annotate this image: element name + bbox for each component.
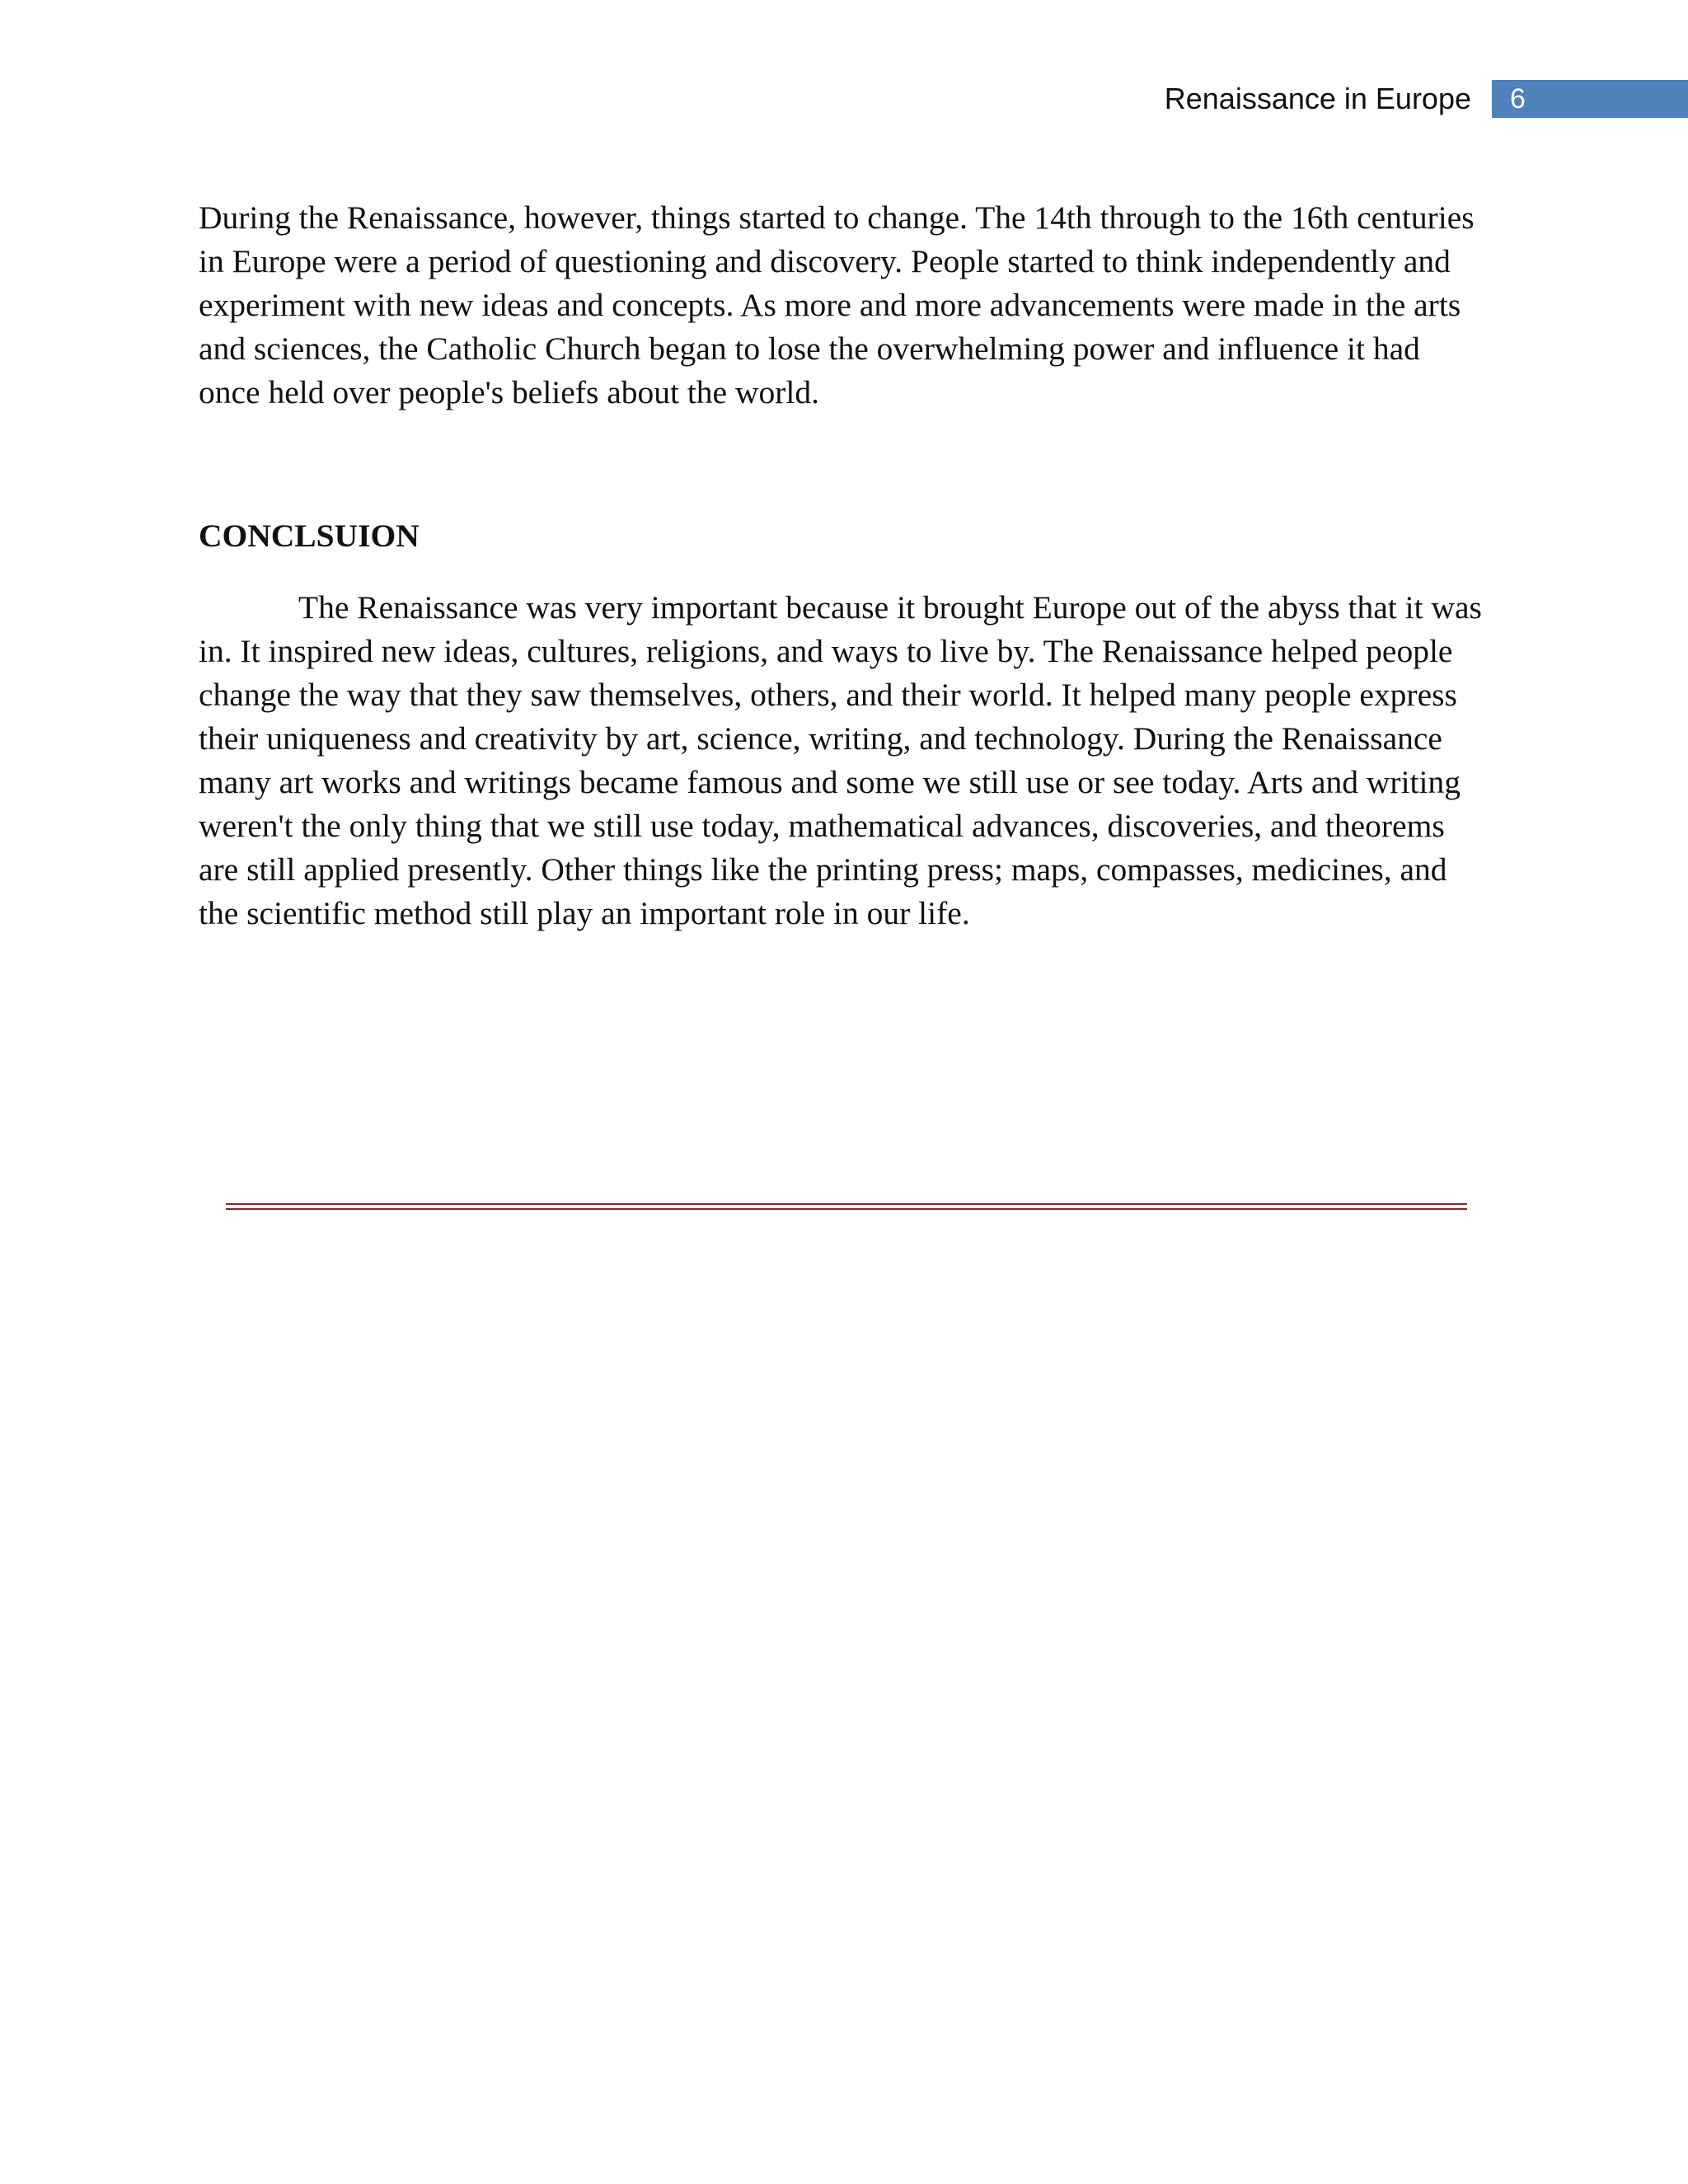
page-number: 6 (1510, 83, 1526, 115)
rule-line-top (226, 1203, 1467, 1205)
body-section-intro (199, 196, 1484, 415)
conclusion-paragraph: The Renaissance was very important because it brought Europe out of the abyss that it was in. It inspired new ideas, cultures, religions, and ways to live by. The Renaissance helped people change the way that they saw themselves, others, and their world. It helped many people express their uniqueness and creativity by art, science, writing, and technology. During the Renaissance many art works and writings became famous and some we still use or see today. Arts and writing weren't the only thing that we still use today, mathematical advances, discoveries, and theorems are still applied presently. Other things like the printing press; maps, compasses, medicines, and the scientific method still play an important role in our life. (199, 589, 1482, 931)
conclusion-body (199, 586, 1489, 935)
conclusion-section (199, 514, 1484, 558)
footer-double-rule (226, 1203, 1467, 1211)
running-header-title: Renaissance in Europe (1164, 82, 1471, 115)
rule-line-bottom (226, 1208, 1467, 1210)
page-number-badge (1492, 80, 1688, 118)
body-paragraph: During the Renaissance, however, things started to change. The 14th through to the 16th centuries in Europe were a period of questioning and discovery. People started to think independently and experiment with new ideas and concepts. As more and more advancements were made in the arts and sciences, the Catholic Church began to lose the overwhelming power and influence it had once held over people's beliefs about the world. (199, 199, 1475, 410)
section-heading: CONCLSUION (199, 518, 420, 554)
